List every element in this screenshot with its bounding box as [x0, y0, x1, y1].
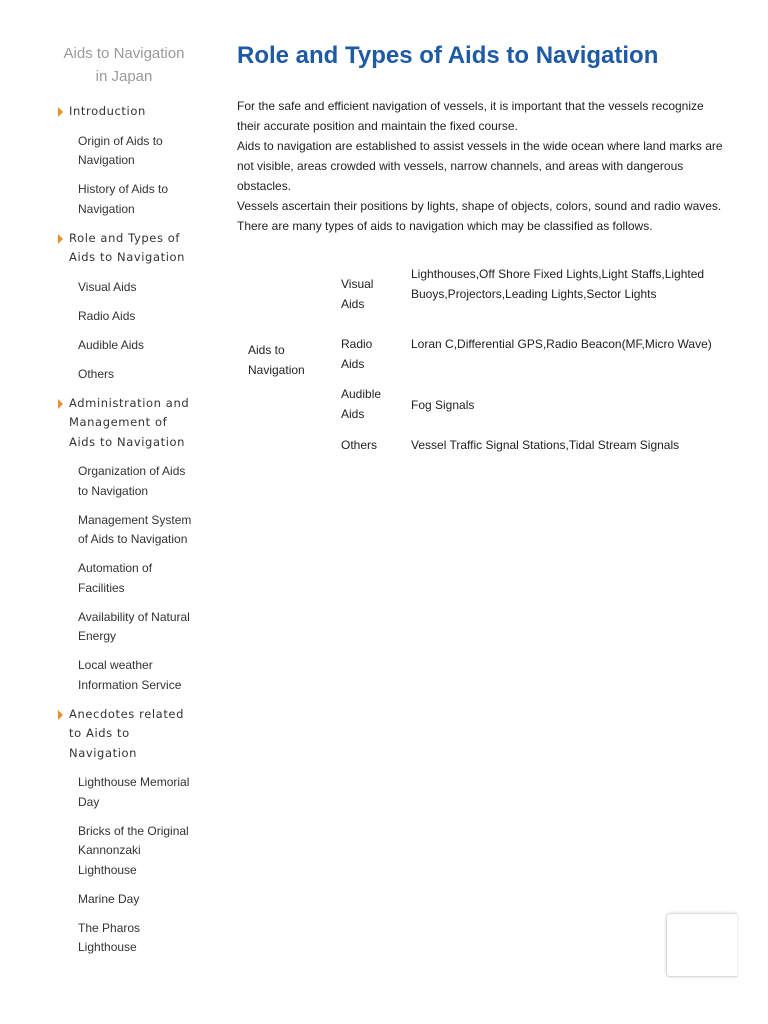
intro-paragraph: There are many types of aids to navigation which may be classified as follows.	[237, 219, 653, 233]
nav-section-label: Introduction	[69, 104, 146, 118]
page-title: Role and Types of Aids to Navigation	[237, 42, 659, 69]
nav-item-audible-aids[interactable]: Audible Aids	[78, 337, 145, 352]
intro-text	[237, 96, 723, 236]
type-name: Radio Aids	[341, 337, 373, 371]
arrow-right-icon	[58, 399, 63, 409]
intro-paragraph: For the safe and efficient navigation of vessels, it is important that the vessels recognize their accurate position and maintain the fixed course.	[237, 99, 704, 133]
nav-section-label: Role and Types of Aids to Navigation	[69, 230, 186, 264]
classification-table	[237, 264, 723, 464]
nav-item-history[interactable]: History of Aids to Navigation	[78, 182, 169, 216]
nav-item-weather-service[interactable]: Local weather Information Service	[78, 658, 182, 692]
arrow-right-icon	[58, 710, 63, 720]
type-name: Visual Aids	[341, 277, 374, 311]
nav-item-visual-aids[interactable]: Visual Aids	[78, 279, 137, 294]
nav-item-marine-day[interactable]: Marine Day	[78, 891, 140, 906]
floating-widget[interactable]	[666, 913, 737, 977]
nav-section-administration[interactable]	[54, 394, 194, 453]
type-examples: Vessel Traffic Signal Stations,Tidal Stream Signals	[411, 438, 680, 452]
sidebar-nav	[54, 42, 194, 967]
arrow-right-icon	[58, 234, 63, 244]
type-name: Others	[341, 438, 378, 452]
nav-item-natural-energy[interactable]: Availability of Natural Energy	[78, 609, 190, 643]
nav-item-others[interactable]: Others	[78, 366, 115, 381]
nav-item-radio-aids[interactable]: Radio Aids	[78, 308, 136, 323]
nav-section-label: Anecdotes related to Aids to Navigation	[69, 706, 184, 760]
type-examples: Fog Signals	[411, 398, 475, 412]
nav-item-pharos[interactable]: The Pharos Lighthouse	[78, 920, 141, 954]
nav-section-anecdotes[interactable]	[54, 705, 194, 764]
type-examples: Loran C,Differential GPS,Radio Beacon(MF,Micro Wave)	[411, 337, 712, 351]
site-title-line2: in Japan	[95, 68, 153, 85]
nav-item-automation[interactable]: Automation of Facilities	[78, 561, 153, 595]
type-examples: Lighthouses,Off Shore Fixed Lights,Light Staffs,Lighted Buoys,Projectors,Leading Lights,Sector Lights	[411, 267, 705, 301]
nav-section-label: Administration and Management of Aids to Navigation	[69, 395, 190, 449]
classification-root: Aids to Navigation	[248, 343, 305, 377]
nav-section-introduction[interactable]	[54, 102, 194, 122]
nav-item-management-system[interactable]: Management System of Aids to Navigation	[78, 512, 192, 546]
nav-item-organization[interactable]: Organization of Aids to Navigation	[78, 464, 186, 498]
site-title[interactable]	[54, 42, 194, 88]
site-title-line1: Aids to Navigation	[63, 45, 185, 62]
intro-paragraph: Vessels ascertain their positions by lights, shape of objects, colors, sound and radio waves.	[237, 199, 722, 213]
intro-paragraph: Aids to navigation are established to assist vessels in the wide ocean where land marks are not visible, areas crowded with vessels, narrow channels, and areas with dangerous obstacles.	[237, 139, 723, 193]
type-name: Audible Aids	[341, 387, 382, 421]
main-content	[237, 38, 723, 464]
nav-item-bricks[interactable]: Bricks of the Original Kannonzaki Lighthouse	[78, 823, 189, 877]
nav-item-memorial-day[interactable]: Lighthouse Memorial Day	[78, 775, 190, 809]
nav-item-origin[interactable]: Origin of Aids to Navigation	[78, 133, 163, 167]
nav-section-role-and-types[interactable]	[54, 229, 194, 268]
arrow-right-icon	[58, 107, 63, 117]
